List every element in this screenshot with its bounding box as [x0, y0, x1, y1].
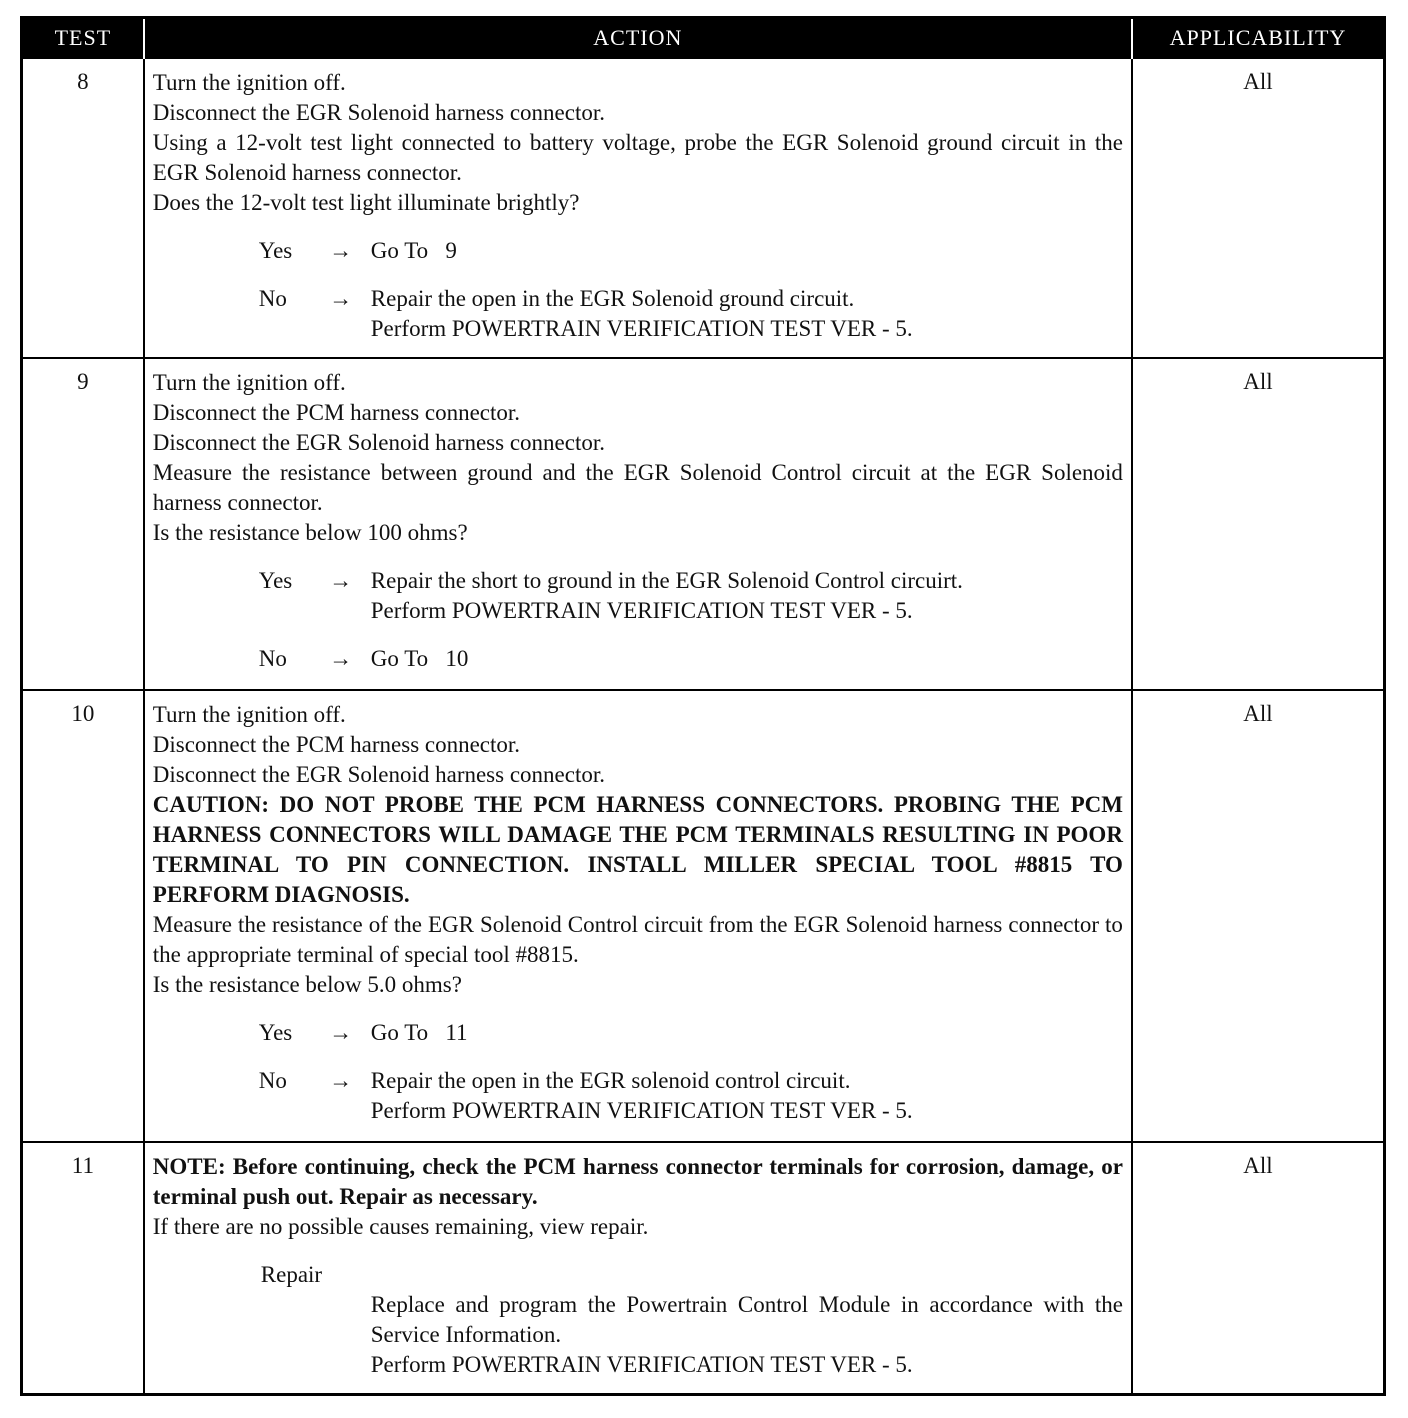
yes-label: Yes	[258, 238, 293, 263]
no-outcome	[259, 284, 1123, 344]
repair-verification: Perform POWERTRAIN VERIFICATION TEST VER - 5.	[370, 1352, 913, 1377]
test-number: 9	[22, 358, 144, 690]
yes-outcome	[259, 566, 1123, 626]
arrow-icon: →	[329, 1020, 353, 1045]
action-step: Measure the resistance between ground and the EGR Solenoid Control circuit at the EGR Solenoid harness connector.	[152, 460, 1123, 515]
test-action	[144, 690, 1132, 1142]
test-action	[144, 1142, 1132, 1394]
diagnostic-test-table	[20, 16, 1386, 1396]
action-step: Disconnect the PCM harness connector.	[152, 732, 521, 757]
caution-text: CAUTION: DO NOT PROBE THE PCM HARNESS CONNECTORS. PROBING THE PCM HARNESS CONNECTORS WILL DAMAGE THE PCM TERMINALS RESULTING IN POOR TERMINAL TO PIN CONNECTION. INSTALL MILLER SPECIAL TOOL #8815 TO PERFORM DIAGNOSIS.	[152, 792, 1123, 907]
no-outcome	[259, 644, 1123, 674]
yes-result: Go To 11	[370, 1020, 468, 1045]
repair-description: Replace and program the Powertrain Control Module in accordance with the Service Information.	[370, 1292, 1123, 1347]
test-number: 8	[22, 58, 144, 358]
test-row-9	[22, 358, 1385, 690]
test-applicability: All	[1132, 58, 1385, 358]
action-step: Disconnect the PCM harness connector.	[152, 400, 521, 425]
yes-result: Go To 9	[370, 238, 457, 263]
test-action	[144, 358, 1132, 690]
note-text: NOTE: Before continuing, check the PCM harness connector terminals for corrosion, damage, or terminal push out. Repair as necessary.	[152, 1154, 1123, 1209]
header-applicability: APPLICABILITY	[1132, 18, 1385, 59]
no-label: No	[258, 286, 287, 311]
no-result: Go To 10	[370, 646, 469, 671]
test-row-11	[22, 1142, 1385, 1394]
arrow-icon: →	[329, 646, 353, 671]
no-label: No	[258, 646, 287, 671]
test-action	[144, 58, 1132, 358]
action-step: Measure the resistance of the EGR Solenoid Control circuit from the EGR Solenoid harness connector to the appropriate terminal of special tool #8815.	[152, 912, 1123, 967]
no-outcome	[259, 1066, 1123, 1126]
yes-outcome	[259, 1018, 1123, 1048]
no-result: Repair the open in the EGR Solenoid ground circuit. Perform POWERTRAIN VERIFICATION TEST VER - 5.	[370, 286, 913, 341]
test-row-10	[22, 690, 1385, 1142]
test-row-8	[22, 58, 1385, 358]
action-step: Turn the ignition off.	[152, 702, 346, 727]
yes-result: Repair the short to ground in the EGR Solenoid Control circuirt. Perform POWERTRAIN VERIFICATION TEST VER - 5.	[370, 568, 963, 623]
table-header-row	[22, 18, 1385, 59]
arrow-icon: →	[329, 1068, 353, 1093]
yes-label: Yes	[258, 1020, 293, 1045]
yes-label: Yes	[258, 568, 293, 593]
action-question: Is the resistance below 5.0 ohms?	[152, 972, 462, 997]
action-step: Using a 12-volt test light connected to battery voltage, probe the EGR Solenoid ground circuit in the EGR Solenoid harness connector.	[152, 130, 1123, 185]
test-applicability: All	[1132, 690, 1385, 1142]
action-step: Turn the ignition off.	[152, 70, 346, 95]
test-number: 11	[22, 1142, 144, 1394]
yes-outcome	[259, 236, 1123, 266]
test-applicability: All	[1132, 358, 1385, 690]
test-number: 10	[22, 690, 144, 1142]
action-step: Turn the ignition off.	[152, 370, 346, 395]
no-label: No	[258, 1068, 287, 1093]
header-test: TEST	[22, 18, 144, 59]
action-step: Disconnect the EGR Solenoid harness connector.	[152, 762, 605, 787]
action-question: Is the resistance below 100 ohms?	[152, 520, 468, 545]
test-applicability: All	[1132, 1142, 1385, 1394]
no-result: Repair the open in the EGR solenoid control circuit. Perform POWERTRAIN VERIFICATION TEST VER - 5.	[370, 1068, 913, 1123]
action-question: Does the 12-volt test light illuminate brightly?	[152, 190, 580, 215]
action-step: Disconnect the EGR Solenoid harness connector.	[152, 100, 605, 125]
repair-label: Repair	[260, 1262, 323, 1287]
action-step: Disconnect the EGR Solenoid harness connector.	[152, 430, 605, 455]
header-action: ACTION	[144, 18, 1132, 59]
action-step: If there are no possible causes remaining, view repair.	[152, 1214, 649, 1239]
arrow-icon: →	[329, 238, 353, 263]
arrow-icon: →	[329, 568, 353, 593]
repair-text	[371, 1290, 1123, 1380]
arrow-icon: →	[329, 286, 353, 311]
